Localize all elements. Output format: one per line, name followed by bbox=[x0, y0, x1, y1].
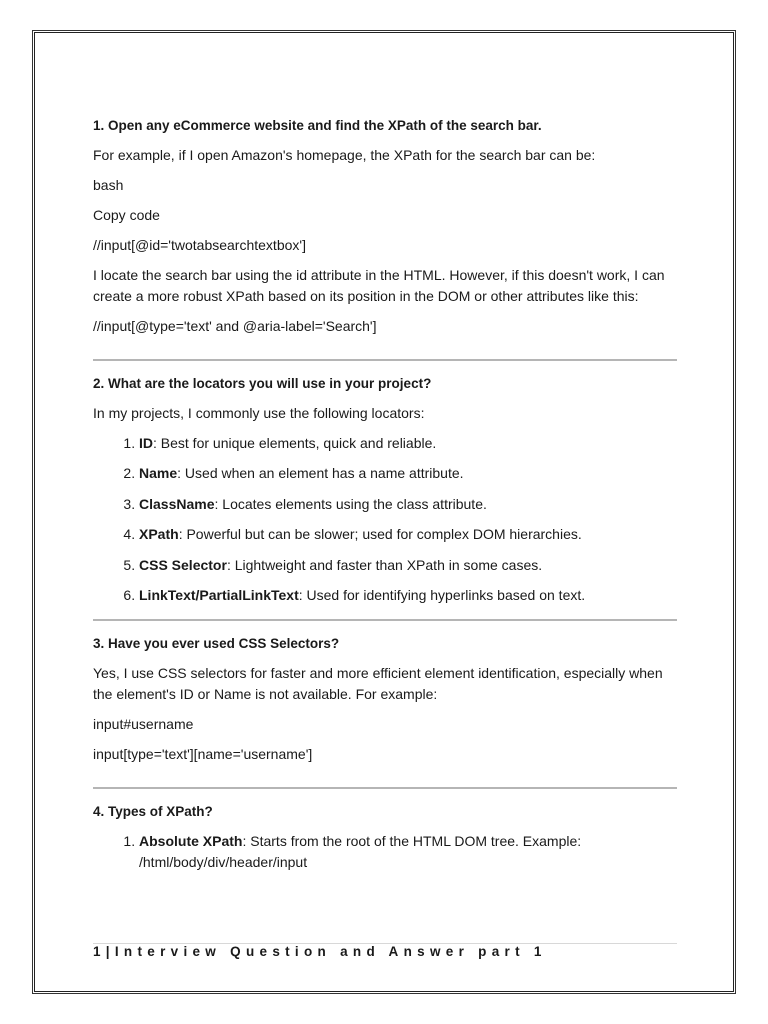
list-item-desc: : Used when an element has a name attribute. bbox=[177, 465, 464, 482]
list-item bbox=[139, 524, 677, 545]
list-item bbox=[139, 433, 677, 454]
list-item bbox=[139, 555, 677, 576]
list-item-term: Name bbox=[139, 465, 178, 482]
list-item-term: LinkText/PartialLinkText bbox=[139, 586, 299, 603]
xpath-types-list bbox=[93, 831, 677, 873]
list-item-desc: : Powerful but can be slower; used for complex DOM hierarchies. bbox=[178, 526, 582, 543]
divider-3 bbox=[93, 787, 677, 789]
section-1-para2: I locate the search bar using the id attribute in the HTML. However, if this doesn't work, I can create a more robust XPath based on its position in the DOM or other attributes like this: bbox=[93, 267, 665, 304]
section-4-title: 4. Types of XPath? bbox=[93, 803, 213, 819]
section-1-title: 1. Open any eCommerce website and find the XPath of the search bar. bbox=[93, 118, 542, 133]
section-2 bbox=[93, 373, 677, 606]
list-item-term: XPath bbox=[139, 526, 179, 543]
xpath-code-1: //input[@id='twotabsearchtextbox'] bbox=[93, 237, 306, 253]
list-item bbox=[139, 494, 677, 515]
list-item-term: ID bbox=[139, 435, 153, 451]
document-body bbox=[93, 115, 677, 882]
list-item-term: ClassName bbox=[139, 495, 215, 512]
code-language-label: bash bbox=[93, 177, 124, 193]
locator-list bbox=[93, 433, 677, 606]
css-selector-code-2: input[type='text'][name='username'] bbox=[93, 745, 313, 762]
section-3 bbox=[93, 633, 677, 765]
list-item-desc: : Lightweight and faster than XPath in some cases. bbox=[226, 556, 543, 573]
xpath-code-2: //input[@type='text' and @aria-label='Search'] bbox=[93, 318, 377, 334]
list-item bbox=[139, 585, 677, 606]
list-item-desc: : Used for identifying hyperlinks based on text. bbox=[298, 586, 586, 603]
divider-1 bbox=[93, 359, 677, 361]
section-2-title: 2. What are the locators you will use in your project? bbox=[93, 376, 432, 391]
divider-2 bbox=[93, 619, 677, 621]
list-item bbox=[139, 463, 677, 484]
section-1 bbox=[93, 115, 677, 337]
section-1-para1: For example, if I open Amazon's homepage, the XPath for the search bar can be: bbox=[93, 147, 596, 163]
list-item-term: Absolute XPath bbox=[139, 832, 243, 849]
copy-code-label: Copy code bbox=[93, 207, 160, 223]
list-item-desc: : Starts from the root of the HTML DOM tree. Example: /html/body/div/header/input bbox=[139, 832, 582, 870]
page-footer: 1|Interview Question and Answer part 1 bbox=[93, 944, 547, 959]
list-item bbox=[139, 831, 677, 873]
section-3-title: 3. Have you ever used CSS Selectors? bbox=[93, 635, 340, 651]
section-3-para1: Yes, I use CSS selectors for faster and more efficient element identification, especially when the element's ID or Name is not available. For example: bbox=[93, 664, 663, 702]
css-selector-code-1: input#username bbox=[93, 715, 194, 732]
list-item-term: CSS Selector bbox=[139, 556, 227, 573]
section-2-intro: In my projects, I commonly use the following locators: bbox=[93, 405, 425, 421]
list-item-desc: : Best for unique elements, quick and reliable. bbox=[153, 435, 437, 451]
section-4 bbox=[93, 801, 677, 873]
list-item-desc: : Locates elements using the class attribute. bbox=[214, 495, 487, 512]
